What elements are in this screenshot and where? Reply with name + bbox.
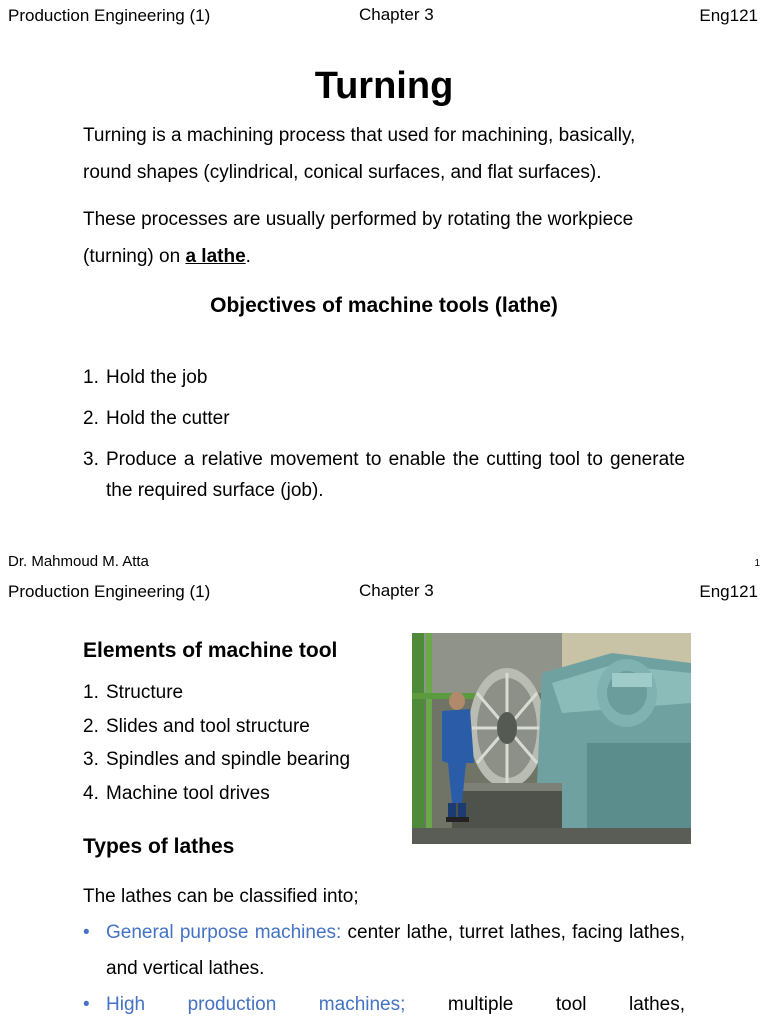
lathe-photo-illustration xyxy=(412,633,691,844)
list-text: Hold the cutter xyxy=(106,408,230,429)
header-chapter: Chapter 3 xyxy=(359,5,434,24)
list-number: 2. xyxy=(83,715,99,737)
lathe-paragraph xyxy=(83,201,685,275)
list-text: Hold the job xyxy=(106,367,208,388)
lathe-paragraph-text: These processes are usually performed by rotating the workpiece (turning) on xyxy=(83,209,634,267)
elements-list xyxy=(83,681,403,815)
list-item xyxy=(83,444,685,506)
list-number: 3. xyxy=(83,749,99,770)
list-item xyxy=(83,407,685,448)
list-text xyxy=(106,987,685,1023)
objectives-heading: Objectives of machine tools (lathe) xyxy=(210,294,558,317)
list-text xyxy=(106,915,685,987)
bullet-icon: • xyxy=(83,922,90,943)
list-item xyxy=(83,366,685,407)
type-text: center lathe, turret lathes, facing lathes, and vertical lathes. xyxy=(106,922,685,979)
types-intro: The lathes can be classified into; xyxy=(83,886,359,907)
list-text: Spindles and spindle bearing xyxy=(106,749,351,770)
header-chapter: Chapter 3 xyxy=(359,581,434,600)
lathe-link: a lathe xyxy=(185,246,246,267)
types-list xyxy=(83,915,685,1023)
header-course: Production Engineering (1) xyxy=(8,582,211,601)
header-code: Eng121 xyxy=(699,6,758,25)
list-number: 4. xyxy=(83,782,99,804)
objectives-list xyxy=(83,366,685,506)
list-item xyxy=(83,715,403,749)
page-title: Turning xyxy=(314,65,454,107)
list-text: Slides and tool structure xyxy=(106,715,310,737)
list-number: 2. xyxy=(83,408,99,429)
list-item xyxy=(83,987,685,1023)
list-text: Machine tool drives xyxy=(106,782,270,804)
list-number: 1. xyxy=(83,682,99,703)
type-label: High production machines; xyxy=(106,994,406,1015)
list-number: 1. xyxy=(83,367,99,388)
type-text: multiple tool lathes, xyxy=(405,994,685,1015)
list-text: Produce a relative movement to enable the cutting tool to generate the required surface (job). xyxy=(106,449,685,501)
elements-heading: Elements of machine tool xyxy=(83,639,338,662)
header-course: Production Engineering (1) xyxy=(8,6,211,25)
list-item xyxy=(83,782,403,816)
header-code: Eng121 xyxy=(699,582,758,601)
lathe-paragraph-end: . xyxy=(245,246,251,267)
list-item xyxy=(83,748,403,782)
list-item xyxy=(83,915,685,987)
lathe-photo xyxy=(412,633,691,844)
type-label: General purpose machines: xyxy=(106,922,342,943)
footer-author: Dr. Mahmoud M. Atta xyxy=(8,553,149,570)
list-text: Structure xyxy=(106,682,184,703)
page-number: 1 xyxy=(754,558,760,569)
list-item xyxy=(83,681,403,715)
types-heading: Types of lathes xyxy=(83,835,235,858)
bullet-icon: • xyxy=(83,994,90,1015)
intro-paragraph: Turning is a machining process that used for machining, basically, round shapes (cylindrical, conical surfaces, and flat surfaces). xyxy=(83,125,636,183)
list-number: 3. xyxy=(83,449,99,470)
